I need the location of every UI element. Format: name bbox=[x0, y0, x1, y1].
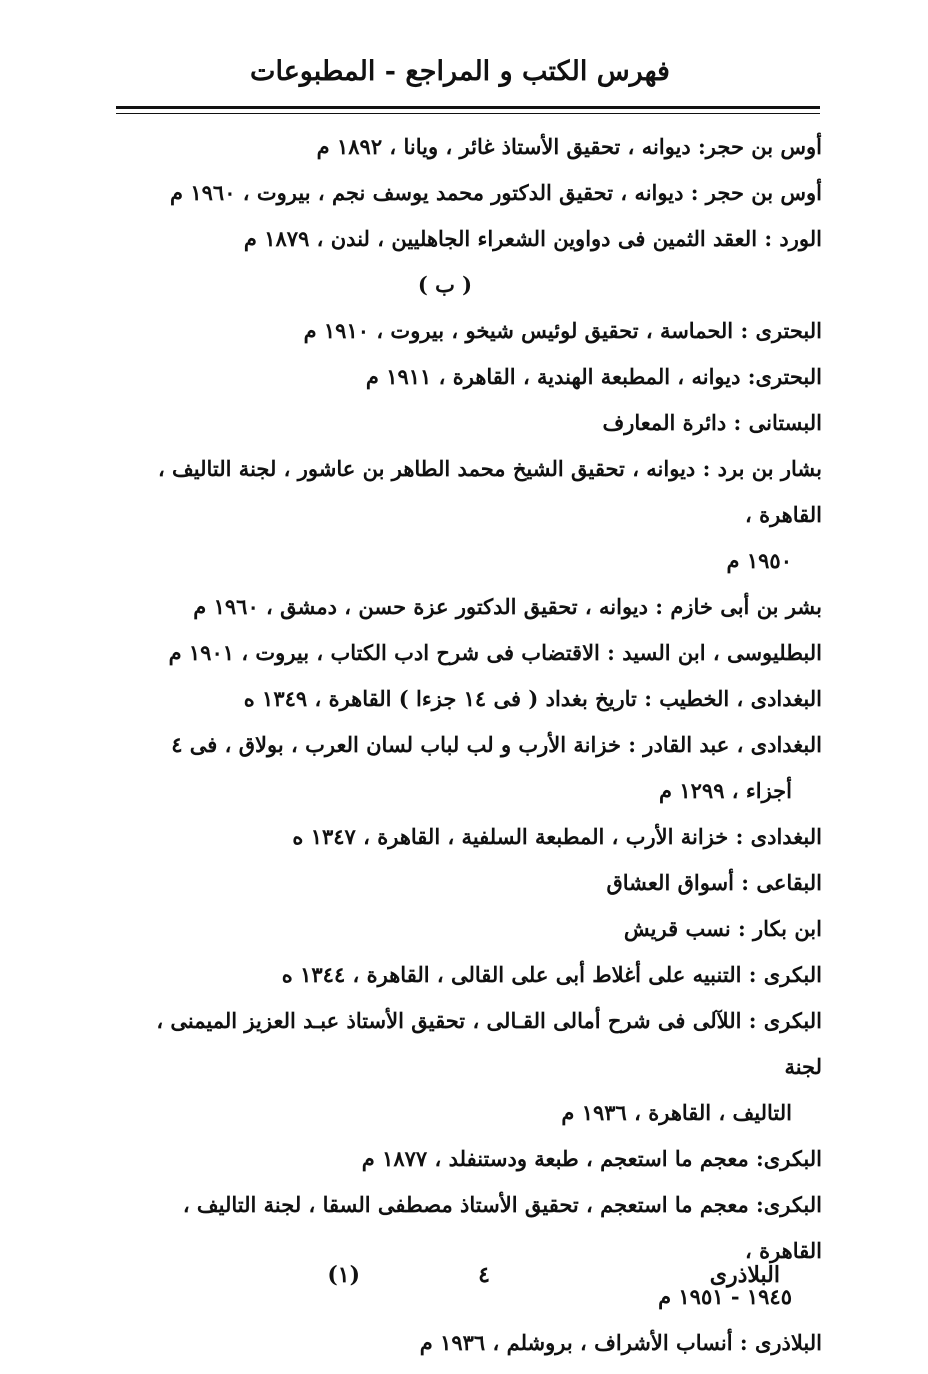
bibliography-entry: البقاعى : أسواق العشاق bbox=[606, 870, 822, 895]
bibliography-entry: بشار بن برد : ديوانه ، تحقيق الشيخ محمد الطاهر بن عاشور ، لجنة التاليف ، القاهرة ، bbox=[157, 456, 822, 527]
bibliography-entry-continuation: ١٩٥٠ م bbox=[726, 548, 792, 573]
bibliography-entry-continuation: أجزاء ، ١٢٩٩ م bbox=[659, 778, 792, 803]
bibliography-entry: البكرى: معجم ما استعجم ، طبعة ودستنفلد ، ١٨٧٧ م bbox=[361, 1146, 822, 1171]
section-heading: ( ب ) bbox=[417, 272, 473, 297]
bibliography-entry: البطليوسى ، ابن السيد : الاقتضاب فى شرح ادب الكتاب ، بيروت ، ١٩٠١ م bbox=[168, 640, 822, 665]
header-rule-thin bbox=[116, 113, 820, 114]
page-footer bbox=[140, 1262, 780, 1302]
bibliography-list bbox=[128, 124, 822, 1366]
bibliography-entry: البلاذرى : أنساب الأشراف ، بروشلم ، ١٩٣٦ م bbox=[419, 1330, 822, 1355]
bibliography-entry: البحترى : الحماسة ، تحقيق لوئيس شيخو ، بيروت ، ١٩١٠ م bbox=[303, 318, 822, 343]
page-title: فهرس الكتب و المراجع - المطبوعات bbox=[250, 56, 670, 87]
page-number: ٤ bbox=[478, 1262, 490, 1288]
bibliography-entry: البكرى : التنبيه على أغلاط أبى على القالى ، القاهرة ، ١٣٤٤ ه bbox=[281, 962, 822, 987]
bibliography-entry: ابن بكار : نسب قريش bbox=[623, 916, 822, 941]
bibliography-entry: البغدادى : خزانة الأرب ، المطبعة السلفية ، القاهرة ، ١٣٤٧ ه bbox=[292, 824, 822, 849]
bibliography-entry-continuation: ١٩٤٥ - ١٩٥١ م bbox=[658, 1284, 792, 1309]
bibliography-entry: البغدادى ، الخطيب : تاريخ بغداد ( فى ١٤ جزءا ) القاهرة ، ١٣٤٩ ه bbox=[243, 686, 822, 711]
bibliography-entry: البستانى : دائرة المعارف bbox=[602, 410, 822, 435]
bibliography-entry: البحترى: ديوانه ، المطبعة الهندية ، القاهرة ، ١٩١١ م bbox=[365, 364, 822, 389]
catchword: البلاذرى bbox=[709, 1262, 780, 1288]
bibliography-entry: البغدادى ، عبد القادر : خزانة الأرب و لب لباب لسان العرب ، بولاق ، فى ٤ bbox=[171, 732, 822, 757]
bibliography-entry: البكرى: معجم ما استعجم ، تحقيق الأستاذ مصطفى السقا ، لجنة التاليف ، القاهرة ، bbox=[182, 1192, 822, 1263]
bibliography-entry: بشر بن أبى خازم : ديوانه ، تحقيق الدكتور عزة حسن ، دمشق ، ١٩٦٠ م bbox=[193, 594, 822, 619]
bibliography-entry: البكرى : اللآلى فى شرح أمالى القـالى ، تحقيق الأستاذ عبـد العزيز الميمنى ، لجنة bbox=[156, 1008, 822, 1079]
bibliography-entry: أوس بن حجر: ديوانه ، تحقيق الأستاذ غائر ، ويانا ، ١٨٩٢ م bbox=[316, 134, 822, 159]
header-rule-thick bbox=[116, 106, 820, 109]
bibliography-entry: الورد : العقد الثمين فى دواوين الشعراء الجاهليين ، لندن ، ١٨٧٩ م bbox=[243, 226, 822, 251]
bibliography-entry: أوس بن حجر : ديوانه ، تحقيق الدكتور محمد يوسف نجم ، بيروت ، ١٩٦٠ م bbox=[170, 180, 822, 205]
bibliography-entry-continuation: التاليف ، القاهرة ، ١٩٣٦ م bbox=[561, 1100, 792, 1125]
signature-mark: (١) bbox=[327, 1262, 360, 1288]
